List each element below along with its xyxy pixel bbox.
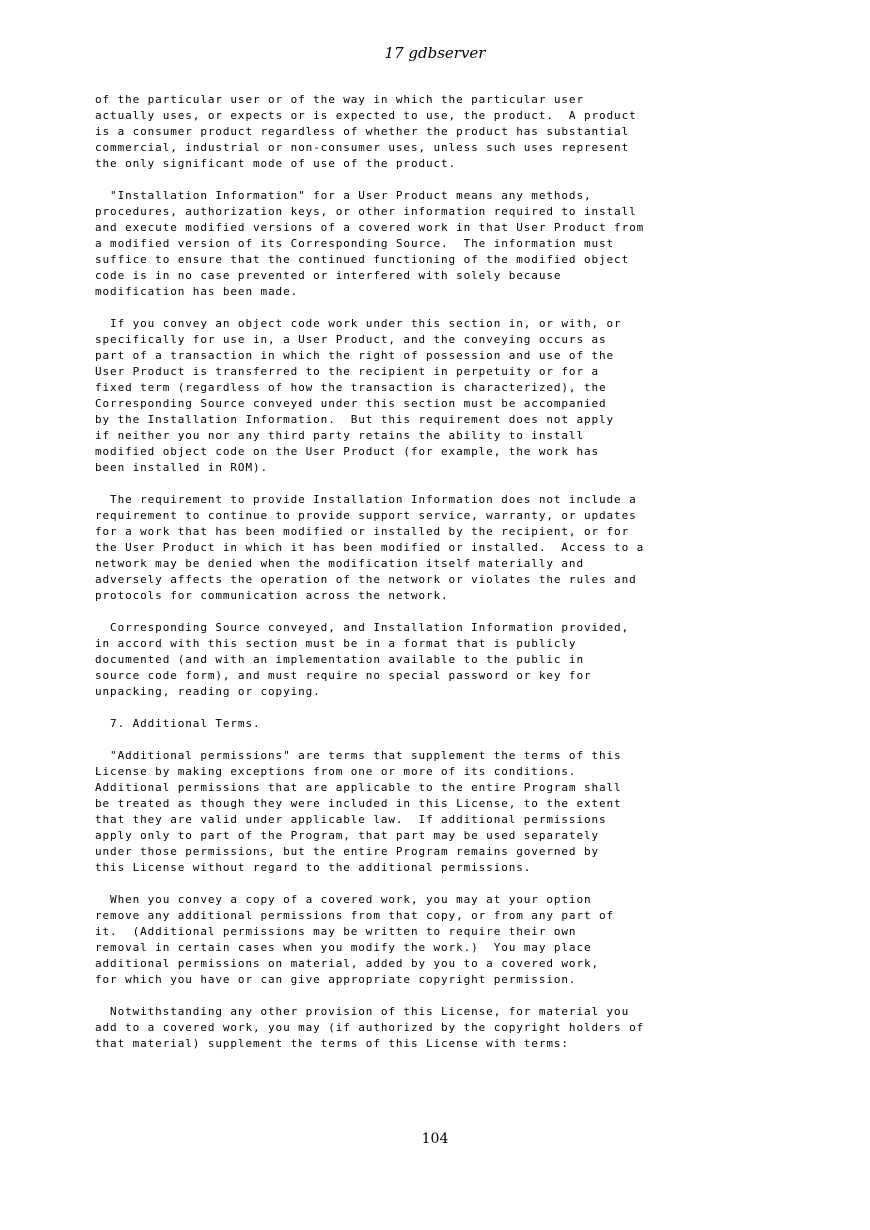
- running-header: 17 gdbserver: [384, 44, 486, 62]
- paragraph-source-format: Corresponding Source conveyed, and Installation Information provided, in accord with this section must be in a format that is publicly documented (and with an implementation available to the public in source code form), and must require no special password or key for unpacking, reading or copying.: [95, 621, 630, 698]
- page-number: 104: [421, 1131, 449, 1147]
- paragraph-additional-permissions: "Additional permissions" are terms that supplement the terms of this License by making exceptions from one or more of its conditions. Additional permissions that are applicable to the entire Program shall be treated as though they were included in this License, to the extent that they are valid under applicable law. If additional permissions apply only to part of the Program, that part may be used separately under those permissions, but the entire Program remains governed by this License without regard to the additional permissions.: [95, 749, 622, 874]
- paragraph-user-product-definition: of the particular user or of the way in which the particular user actually uses, or expects or is expected to use, the product. A product is a consumer product regardless of whether the product has substantial commercial, industrial or non-consumer uses, unless such uses represent the only significant mode of use of the product.: [95, 93, 637, 170]
- paragraph-installation-information: "Installation Information" for a User Product means any methods, procedures, authorization keys, or other information required to install and execute modified versions of a covered work in that User Product from a modified version of its Corresponding Source. The information must suffice to ensure that the continued functioning of the modified object code is in no case prevented or interfered with solely because modification has been made.: [95, 189, 645, 298]
- paragraph-support-requirement: The requirement to provide Installation Information does not include a requirement to continue to provide support service, warranty, or updates for a work that has been modified or installed by the recipient, or for the User Product in which it has been modified or installed. Access to a network may be denied when the modification itself materially and adversely affects the operation of the network or violates the rules and protocols for communication across the network.: [95, 493, 645, 602]
- paragraph-conveying-object-code: If you convey an object code work under this section in, or with, or specifically for use in, a User Product, and the conveying occurs as part of a transaction in which the right of possession and use of the User Product is transferred to the recipient in perpetuity or for a fixed term (regardless of how the transaction is characterized), the Corresponding Source conveyed under this section must be accompanied by the Installation Information. But this requirement does not apply if neither you nor any third party retains the ability to install modified object code on the User Product (for example, the work has been installed in ROM).: [95, 317, 622, 474]
- section-heading-additional-terms: 7. Additional Terms.: [95, 717, 261, 730]
- paragraph-remove-permissions: When you convey a copy of a covered work, you may at your option remove any additional permissions from that copy, or from any part of it. (Additional permissions may be written to require their own removal in certain cases when you modify the work.) You may place additional permissions on material, added by you to a covered work, for which you have or can give appropriate copyright permission.: [95, 893, 615, 986]
- paragraph-notwithstanding: Notwithstanding any other provision of this License, for material you add to a covered work, you may (if authorized by the copyright holders of that material) supplement the terms of this License with terms:: [95, 1005, 645, 1050]
- license-text: [95, 92, 795, 1068]
